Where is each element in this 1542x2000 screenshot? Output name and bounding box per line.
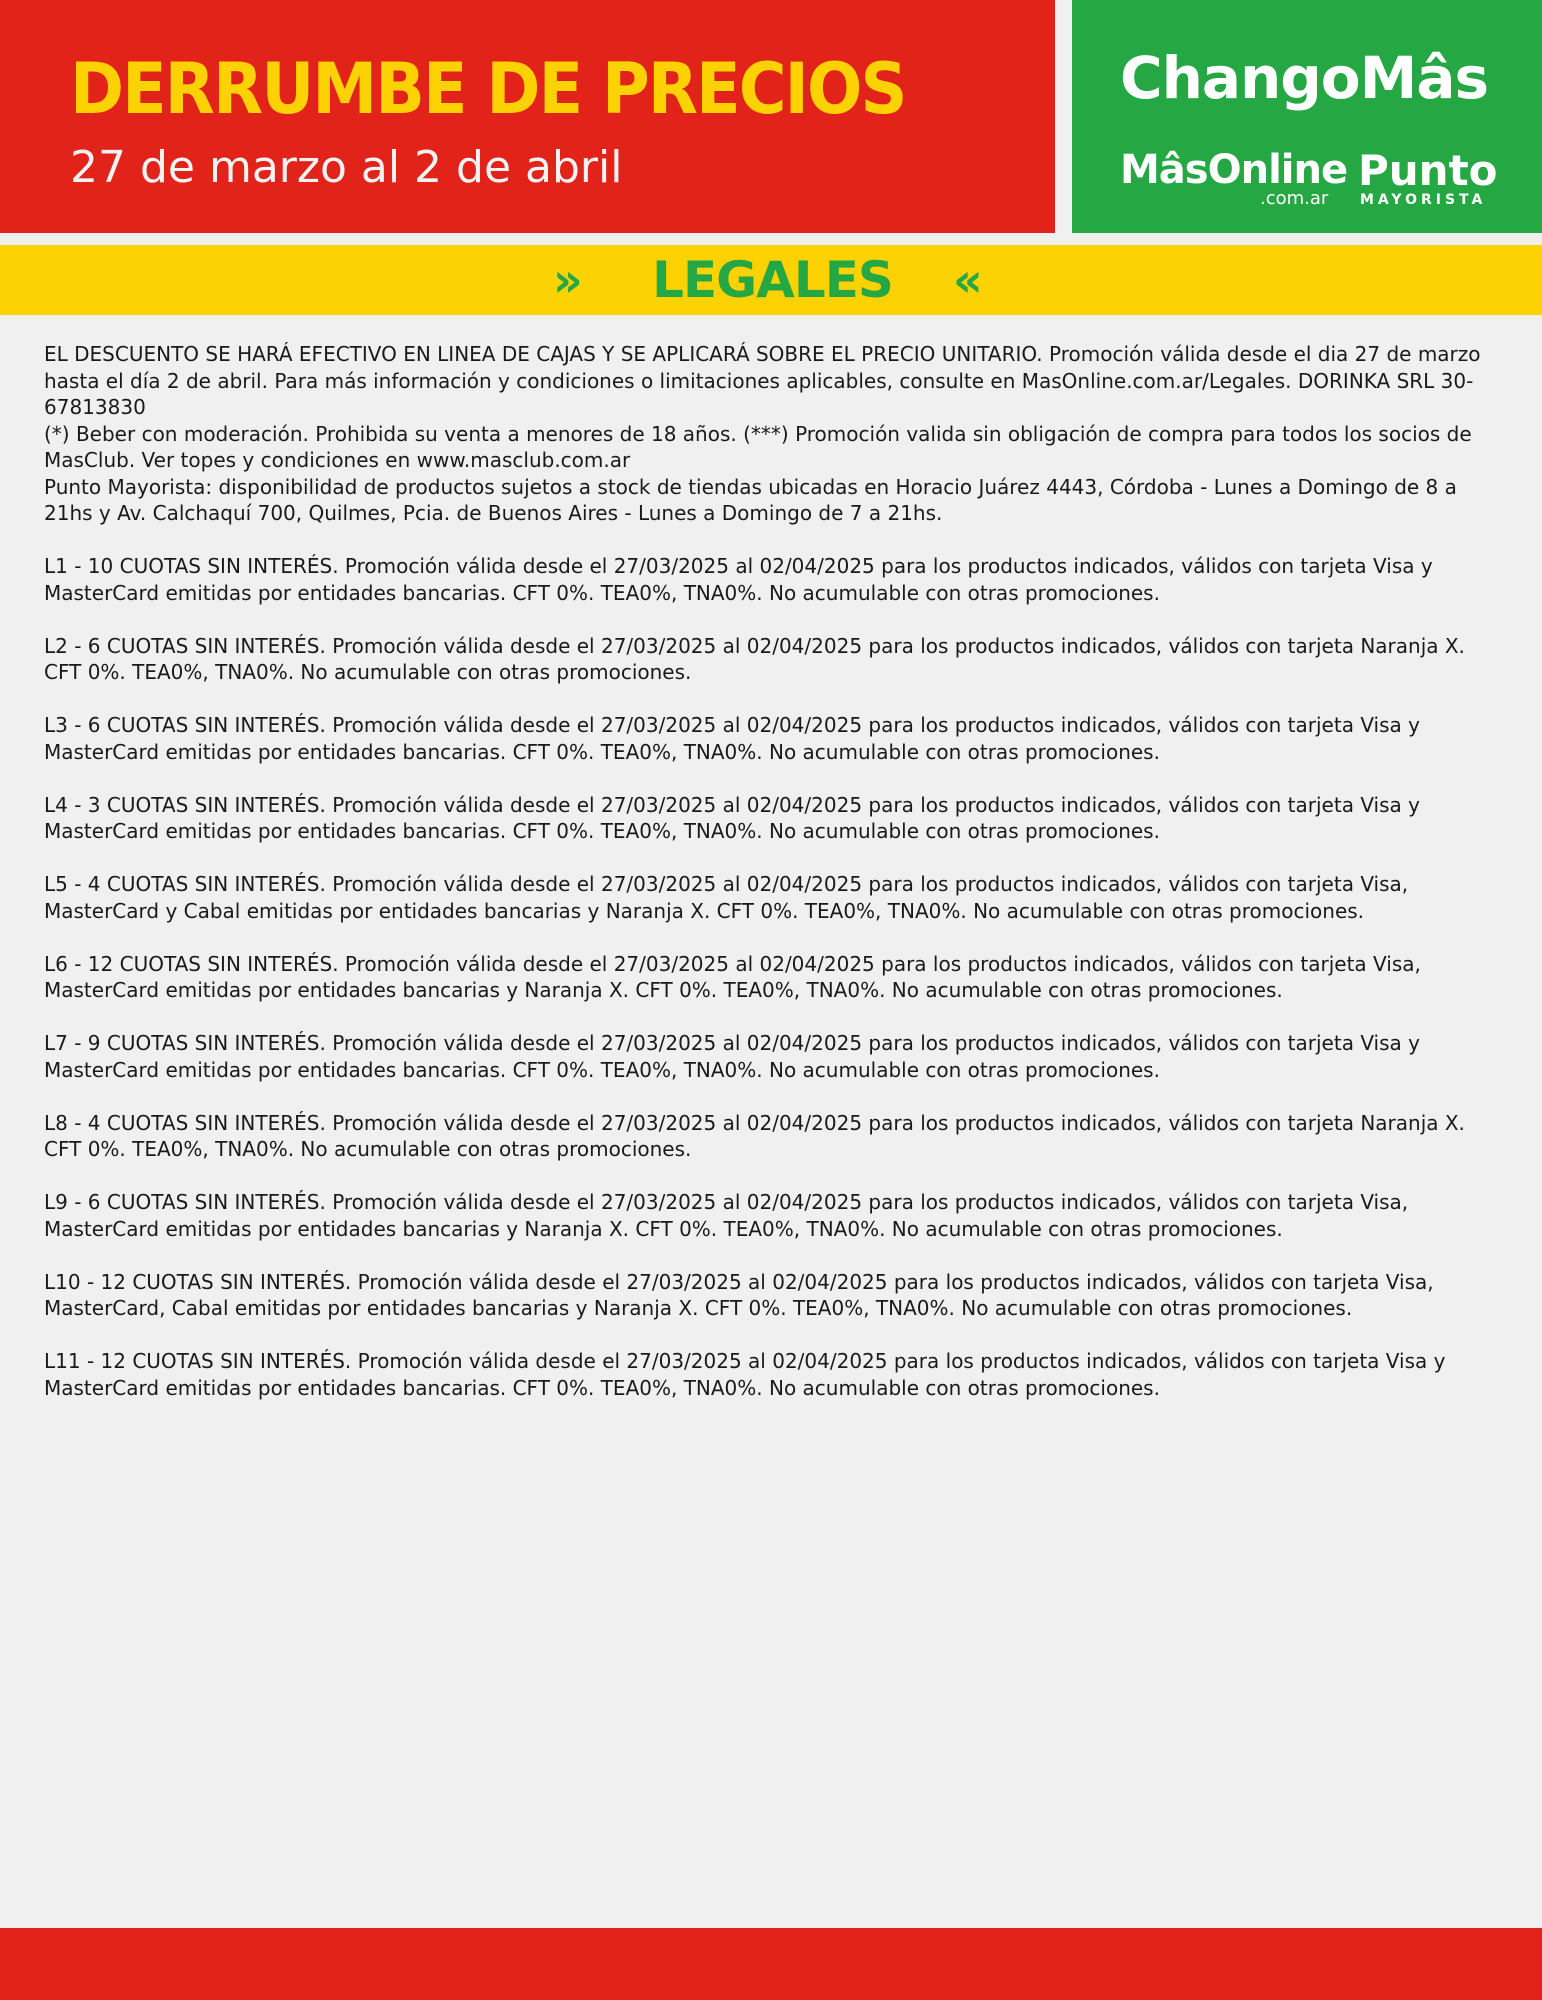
legal-item: L2 - 6 CUOTAS SIN INTERÉS. Promoción válida desde el 27/03/2025 al 02/04/2025 para los productos indicados, válidos con tarjeta Naranja X. CFT 0%. TEA0%, TNA0%. No acumulable con otras promociones. bbox=[44, 633, 1465, 684]
date-range: 27 de marzo al 2 de abril bbox=[70, 142, 623, 193]
punto-mayorista-logo: Punto bbox=[1358, 146, 1498, 195]
intro-paragraph: Punto Mayorista: disponibilidad de productos sujetos a stock de tiendas ubicadas en Horacio Juárez 4443, Córdoba - Lunes a Domingo de 8 a 21hs y Av. Calchaquí 700, Quilmes, Pcia. de Buenos Aires - Lunes a Domingo de 7 a 21hs. bbox=[44, 474, 1457, 525]
legal-item: L9 - 6 CUOTAS SIN INTERÉS. Promoción válida desde el 27/03/2025 al 02/04/2025 para los productos indicados, válidos con tarjeta Visa, MasterCard emitidas por entidades bancarias y Naranja X. CFT 0%. TEA0%, TNA0%. No acumulable con otras promociones. bbox=[44, 1190, 1409, 1241]
changomas-logo: ChangoMâs bbox=[1120, 44, 1489, 112]
legal-item: L1 - 10 CUOTAS SIN INTERÉS. Promoción válida desde el 27/03/2025 al 02/04/2025 para los productos indicados, válidos con tarjeta Visa y MasterCard emitidas por entidades bancarias. CFT 0%. TEA0%, TNA0%. No acumulable con otras promociones. bbox=[44, 554, 1433, 605]
masonline-logo: MâsOnline bbox=[1120, 147, 1348, 193]
legal-item: L3 - 6 CUOTAS SIN INTERÉS. Promoción válida desde el 27/03/2025 al 02/04/2025 para los productos indicados, válidos con tarjeta Visa y MasterCard emitidas por entidades bancarias. CFT 0%. TEA0%, TNA0%. No acumulable con otras promociones. bbox=[44, 713, 1420, 764]
legal-item: L4 - 3 CUOTAS SIN INTERÉS. Promoción válida desde el 27/03/2025 al 02/04/2025 para los productos indicados, válidos con tarjeta Visa y MasterCard emitidas por entidades bancarias. CFT 0%. TEA0%, TNA0%. No acumulable con otras promociones. bbox=[44, 792, 1420, 843]
legal-item: L5 - 4 CUOTAS SIN INTERÉS. Promoción válida desde el 27/03/2025 al 02/04/2025 para los productos indicados, válidos con tarjeta Visa, MasterCard y Cabal emitidas por entidades bancarias y Naranja X. CFT 0%. TEA0%, TNA0%. No acumulable con otras promociones. bbox=[44, 872, 1409, 923]
legal-item: L8 - 4 CUOTAS SIN INTERÉS. Promoción válida desde el 27/03/2025 al 02/04/2025 para los productos indicados, válidos con tarjeta Naranja X. CFT 0%. TEA0%, TNA0%. No acumulable con otras promociones. bbox=[44, 1110, 1465, 1161]
headline: DERRUMBE DE PRECIOS bbox=[70, 48, 906, 130]
legal-item: L7 - 9 CUOTAS SIN INTERÉS. Promoción válida desde el 27/03/2025 al 02/04/2025 para los productos indicados, válidos con tarjeta Visa y MasterCard emitidas por entidades bancarias. CFT 0%. TEA0%, TNA0%. No acumulable con otras promociones. bbox=[44, 1031, 1420, 1082]
legal-item: L11 - 12 CUOTAS SIN INTERÉS. Promoción válida desde el 27/03/2025 al 02/04/2025 para los productos indicados, válidos con tarjeta Visa y MasterCard emitidas por entidades bancarias. CFT 0%. TEA0%, TNA0%. No acumulable con otras promociones. bbox=[44, 1349, 1446, 1400]
intro-paragraph: (*) Beber con moderación. Prohibida su venta a menores de 18 años. (***) Promoción valida sin obligación de compra para todos los socios de MasClub. Ver topes y condiciones en www.masclub.com.ar bbox=[44, 421, 1472, 472]
legal-text bbox=[44, 341, 1506, 1401]
footer-bar bbox=[0, 1928, 1542, 2000]
intro-paragraph: EL DESCUENTO SE HARÁ EFECTIVO EN LINEA DE CAJAS Y SE APLICARÁ SOBRE EL PRECIO UNITARIO. Promoción válida desde el dia 27 de marzo hasta el día 2 de abril. Para más información y condiciones o limitaciones aplicables, consulte en MasOnline.com.ar/Legales. DORINKA SRL 30-67813830 bbox=[44, 342, 1481, 419]
punto-mayorista-subtitle: MAYORISTA bbox=[1360, 192, 1487, 208]
chevron-right-double-icon: » bbox=[553, 253, 583, 307]
section-title: LEGALES bbox=[652, 251, 893, 309]
masonline-domain: .com.ar bbox=[1260, 188, 1329, 209]
legal-item: L6 - 12 CUOTAS SIN INTERÉS. Promoción válida desde el 27/03/2025 al 02/04/2025 para los productos indicados, válidos con tarjeta Visa, MasterCard emitidas por entidades bancarias y Naranja X. CFT 0%. TEA0%, TNA0%. No acumulable con otras promociones. bbox=[44, 951, 1421, 1002]
chevron-left-double-icon: « bbox=[953, 253, 983, 307]
legal-item: L10 - 12 CUOTAS SIN INTERÉS. Promoción válida desde el 27/03/2025 al 02/04/2025 para los productos indicados, válidos con tarjeta Visa, MasterCard, Cabal emitidas por entidades bancarias y Naranja X. CFT 0%. TEA0%, TNA0%. No acumulable con otras promociones. bbox=[44, 1269, 1434, 1320]
